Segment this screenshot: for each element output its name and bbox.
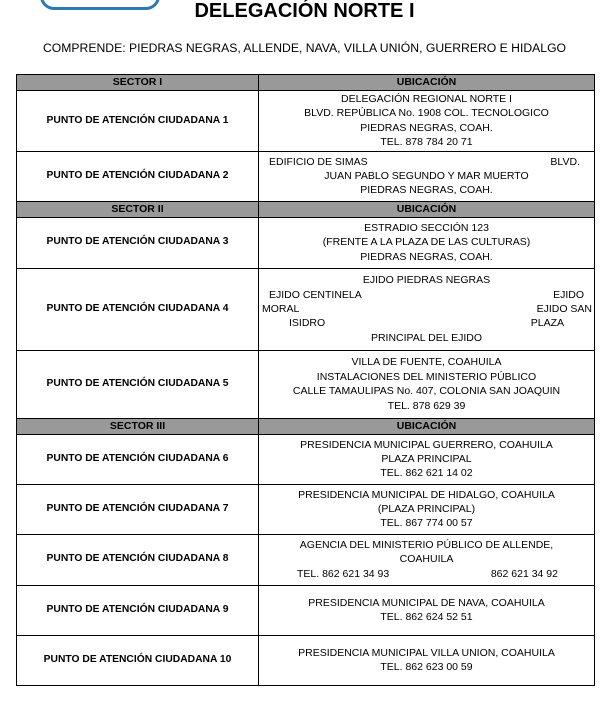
point-name: PUNTO DE ATENCIÓN CIUDADANA 3 bbox=[17, 217, 259, 268]
location-line: 862 621 34 92 bbox=[490, 567, 558, 580]
table-row bbox=[17, 91, 595, 152]
location-line: ESTRADIO SECCIÓN 123 bbox=[364, 222, 489, 235]
location-line: TEL. 862 623 00 59 bbox=[380, 661, 473, 674]
location-line: DELEGACIÓN REGIONAL NORTE I bbox=[341, 93, 512, 105]
location-line: EDIFICIO DE SIMAS bbox=[269, 155, 368, 168]
point-name: PUNTO DE ATENCIÓN CIUDADANA 7 bbox=[17, 484, 259, 534]
sector-label: SECTOR III bbox=[17, 418, 259, 434]
location-line: EJIDO bbox=[553, 288, 584, 301]
location-line: EJIDO PIEDRAS NEGRAS bbox=[362, 274, 491, 287]
location-line: MORAL bbox=[262, 302, 300, 315]
sector-header-row bbox=[17, 201, 595, 217]
location-line: TEL. 878 629 39 bbox=[387, 399, 466, 412]
table-row bbox=[17, 268, 595, 350]
location-line: JUAN PABLO SEGUNDO Y MAR MUERTO bbox=[324, 169, 529, 182]
point-name: PUNTO DE ATENCIÓN CIUDADANA 6 bbox=[17, 434, 259, 484]
point-name: PUNTO DE ATENCIÓN CIUDADANA 4 bbox=[17, 268, 259, 350]
location-line: PLAZA PRINCIPAL bbox=[381, 452, 472, 465]
location-line: VILLA DE FUENTE, COAHUILA bbox=[351, 356, 502, 369]
point-name: PUNTO DE ATENCIÓN CIUDADANA 9 bbox=[17, 585, 259, 635]
sector-header-row bbox=[17, 75, 595, 91]
location-line: PRESIDENCIA MUNICIPAL VILLA UNION, COAHUILA bbox=[298, 646, 555, 659]
location-line: TEL. 862 621 14 02 bbox=[380, 467, 473, 480]
point-location bbox=[259, 268, 595, 350]
location-line: PIEDRAS NEGRAS, COAH. bbox=[360, 184, 493, 197]
location-line: AGENCIA DEL MINISTERIO PÚBLICO DE ALLENDE, bbox=[299, 539, 554, 552]
location-line: EJIDO SAN bbox=[536, 302, 592, 315]
location-line: PRESIDENCIA MUNICIPAL GUERRERO, COAHUILA bbox=[300, 438, 553, 451]
location-line: INSTALACIONES DEL MINISTERIO PÚBLICO bbox=[316, 370, 537, 383]
page-subtitle: COMPRENDE: PIEDRAS NEGRAS, ALLENDE, NAVA, VILLA UNIÓN, GUERRERO E HIDALGO bbox=[42, 41, 567, 55]
table-row bbox=[17, 484, 595, 534]
location-line: PRINCIPAL DEL EJIDO bbox=[370, 331, 483, 344]
location-line: EJIDO CENTINELA bbox=[269, 288, 362, 301]
location-line: BLVD. bbox=[550, 155, 580, 168]
point-name: PUNTO DE ATENCIÓN CIUDADANA 8 bbox=[17, 534, 259, 585]
point-location bbox=[259, 434, 595, 484]
point-location bbox=[259, 635, 595, 685]
location-line: PIEDRAS NEGRAS, COAH. bbox=[360, 121, 493, 134]
table-row bbox=[17, 151, 595, 201]
location-header: UBICACIÓN bbox=[259, 418, 595, 434]
point-location bbox=[259, 350, 595, 418]
location-line: ISIDRO bbox=[289, 317, 326, 330]
locations-table bbox=[16, 74, 595, 686]
location-line: COAHUILA bbox=[399, 553, 454, 566]
location-line: TEL. 878 784 20 71 bbox=[380, 136, 473, 149]
location-line: (PLAZA PRINCIPAL) bbox=[377, 502, 476, 515]
location-line: CALLE TAMAULIPAS No. 407, COLONIA SAN JOAQUIN bbox=[292, 385, 561, 398]
point-location bbox=[259, 585, 595, 635]
point-name: PUNTO DE ATENCIÓN CIUDADANA 5 bbox=[17, 350, 259, 418]
sector-header-row bbox=[17, 418, 595, 434]
table-row bbox=[17, 217, 595, 268]
table-row bbox=[17, 534, 595, 585]
table-row bbox=[17, 350, 595, 418]
point-name: PUNTO DE ATENCIÓN CIUDADANA 2 bbox=[17, 151, 259, 201]
location-line: PLAZA bbox=[530, 317, 564, 330]
location-header: UBICACIÓN bbox=[259, 201, 595, 217]
table-row bbox=[17, 434, 595, 484]
location-line: PRESIDENCIA MUNICIPAL DE NAVA, COAHUILA bbox=[308, 596, 545, 609]
point-name: PUNTO DE ATENCIÓN CIUDADANA 10 bbox=[17, 635, 259, 685]
point-location bbox=[259, 217, 595, 268]
location-line: (FRENTE A LA PLAZA DE LAS CULTURAS) bbox=[322, 236, 531, 249]
location-line: BLVD. REPÚBLICA No. 1908 COL. TECNOLOGICO bbox=[304, 107, 549, 120]
sector-label: SECTOR II bbox=[17, 201, 259, 217]
location-line: TEL. 862 624 52 51 bbox=[380, 611, 473, 624]
location-line: TEL. 862 621 34 93 bbox=[297, 567, 390, 580]
point-location bbox=[259, 151, 595, 201]
table-row bbox=[17, 585, 595, 635]
table-row bbox=[17, 635, 595, 685]
point-location bbox=[259, 534, 595, 585]
point-name: PUNTO DE ATENCIÓN CIUDADANA 1 bbox=[17, 91, 259, 152]
location-header: UBICACIÓN bbox=[259, 75, 595, 91]
sector-label: SECTOR I bbox=[17, 75, 259, 91]
point-location bbox=[259, 484, 595, 534]
location-line: PIEDRAS NEGRAS, COAH. bbox=[360, 250, 493, 263]
point-location bbox=[259, 91, 595, 152]
location-line: TEL. 867 774 00 57 bbox=[380, 517, 473, 530]
location-line: PRESIDENCIA MUNICIPAL DE HIDALGO, COAHUILA bbox=[298, 488, 555, 501]
page-title: DELEGACIÓN NORTE I bbox=[194, 0, 415, 22]
